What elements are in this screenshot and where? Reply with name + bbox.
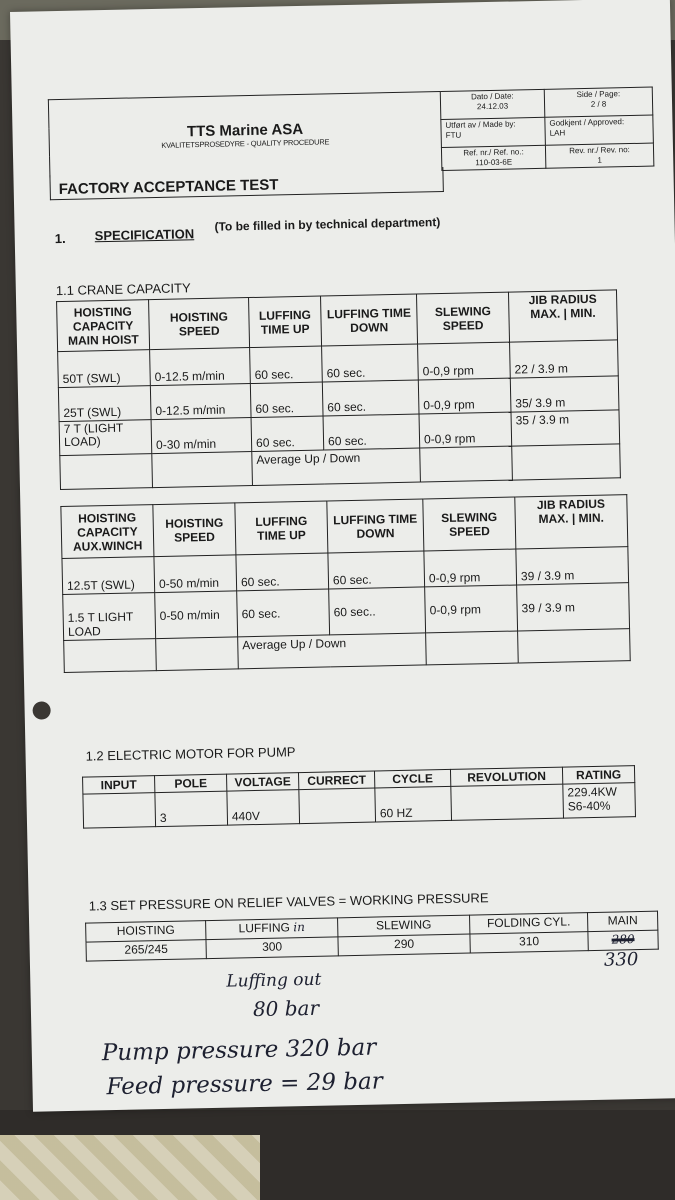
col-hoisting-speed: HOISTING SPEED (153, 503, 236, 557)
handwritten-luffing-out: Luffing out (226, 969, 322, 992)
handwritten-luffing-out-value: 80 bar (252, 995, 320, 1022)
doc-title: FACTORY ACCEPTANCE TEST (58, 176, 279, 199)
crane-capacity-title: 1.1 CRANE CAPACITY (55, 280, 191, 299)
col-revolution: REVOLUTION (450, 767, 562, 786)
average-note: Average Up / Down (252, 448, 421, 486)
table-cell: 60 sec. (322, 344, 419, 382)
aux-winch-table: HOISTING CAPACITY AUX.WINCH HOISTING SPEED LUFFING TIME UP LUFFING TIME DOWN SLEWING SPEED JIB RADIUS MAX. | MIN. 12.5T (SWL) 0-50 m/min 60 sec. 60 sec. 0-0,9 rpm 39 / 3.9 m 1.5 T LIGHT LOAD 0-50 m/min 60 sec. 60 sec.. 0-0,9 rpm 39 / 3.9 m Average Up / Down (60, 494, 630, 673)
table-cell: 0-50 m/min (154, 555, 237, 593)
table-cell: 60 sec. (250, 346, 323, 383)
col-voltage: VOLTAGE (227, 773, 299, 792)
table-cell: 1.5 T LIGHT LOAD (63, 593, 156, 641)
table-cell (426, 631, 519, 665)
table-cell: 35/ 3.9 m (510, 376, 619, 412)
table-cell (64, 639, 157, 673)
table-cell (518, 629, 631, 663)
table-cell: 60 sec. (322, 380, 419, 416)
section-title: SPECIFICATION (94, 226, 195, 244)
table-cell (83, 793, 156, 829)
table-cell: 290 (338, 934, 470, 956)
table-cell: 60 sec. (250, 382, 323, 418)
main-corrected-value: 330 (603, 949, 639, 971)
pressure-table (85, 911, 659, 962)
table-cell: 0-30 m/min (151, 418, 252, 454)
col-jib-min: MIN. (570, 305, 596, 321)
table-cell: 60 sec. (251, 416, 324, 452)
table-cell: 310 (470, 932, 588, 953)
table-cell: 7 T (LIGHT LOAD) (59, 420, 152, 456)
handwritten-pump-pressure: Pump pressure 320 bar (101, 1034, 377, 1067)
struck-main-value: 280 (588, 930, 658, 950)
table-cell: 0-0,9 rpm (424, 549, 517, 587)
pressure-title: 1.3 SET PRESSURE ON RELIEF VALVES = WORKING PRESSURE (88, 890, 489, 914)
col-hoisting-capacity: HOISTING CAPACITY MAIN HOIST (57, 300, 150, 352)
approved-value: LAH (549, 128, 566, 138)
handwritten-feed-pressure: Feed pressure = 29 bar (106, 1068, 383, 1101)
table-cell (60, 454, 153, 490)
table-cell: 300 (206, 937, 338, 959)
page-label: Side / Page: (576, 89, 621, 100)
table-cell: 39 / 3.9 m (517, 583, 630, 631)
table-cell: 0-12.5 m/min (150, 384, 251, 420)
col-main: MAIN (587, 911, 657, 931)
luffing-handwritten-mark: in (293, 920, 305, 935)
date-value: 24.12.03 (476, 101, 509, 112)
document-header (48, 87, 655, 180)
rev-value: 1 (597, 155, 603, 165)
col-current: CURRECT (298, 771, 374, 790)
col-jib-max: MAX. (530, 306, 561, 322)
table-cell: 22 / 3.9 m (510, 340, 619, 378)
main-hoist-table: HOISTING CAPACITY MAIN HOIST HOISTING SPEED LUFFING TIME UP LUFFING TIME DOWN SLEWING SPEED JIB RADIUS MAX. | MIN. 50T (SWL) 0-12.5 m/min 60 sec. 60 sec. 0-0,9 rpm 22 / 3.9 m 25T (SWL) 0-12.5 m/min 60 sec. 60 sec. 0-0,9 rpm 35/ 3.9 m 7 T (LIGHT LOAD) 0-30 m/min 60 sec. 60 sec. 0-0,9 rpm 35 / 3.9 m Average Up / Down (56, 289, 621, 490)
ref-label: Ref. nr./ Ref. no.: (463, 147, 524, 158)
col-slewing-speed: SLEWING SPEED (423, 497, 516, 551)
table-cell: 12.5T (SWL) (62, 557, 155, 595)
procedure-label: KVALITETSPROSEDYRE - QUALITY PROCEDURE (161, 137, 330, 151)
table-cell: 0-0,9 rpm (418, 378, 511, 414)
table-cell: 60 sec. (328, 551, 425, 589)
ref-value: 110-03-6E (475, 157, 513, 168)
col-input: INPUT (83, 776, 155, 795)
table-cell (420, 446, 513, 482)
table-cell: 265/245 (86, 940, 206, 962)
col-luffing-up: LUFFING TIME UP (249, 296, 322, 347)
col-hoisting-capacity: HOISTING CAPACITY AUX.WINCH (61, 505, 154, 559)
table-cell (156, 637, 239, 671)
col-hoisting: HOISTING (86, 921, 206, 943)
table-cell: 60 sec. (236, 553, 329, 591)
table-cell: 229.4KW S6-40% (563, 783, 636, 819)
table-cell: 0-0,9 rpm (419, 412, 512, 448)
table-cell (299, 788, 376, 824)
table-cell: 0-0,9 rpm (418, 342, 511, 380)
col-cycle: CYCLE (374, 769, 450, 788)
made-by-label: Utført av / Made by: (445, 119, 516, 130)
motor-title: 1.2 ELECTRIC MOTOR FOR PUMP (85, 744, 296, 764)
col-slewing-speed: SLEWING SPEED (416, 292, 509, 344)
table-cell: 39 / 3.9 m (516, 547, 629, 585)
col-luffing-down: LUFFING TIME DOWN (327, 499, 424, 553)
col-slewing: SLEWING (338, 915, 470, 937)
col-folding-cyl: FOLDING CYL. (470, 913, 588, 934)
col-luffing: LUFFING (238, 920, 291, 936)
table-cell: 25T (SWL) (58, 386, 151, 422)
table-cell (451, 784, 564, 820)
col-jib-min: MIN. (578, 510, 605, 526)
table-cell (152, 452, 253, 488)
table-cell: 60 sec. (323, 414, 420, 450)
table-cell: 60 HZ (375, 786, 452, 822)
table-cell: 440V (227, 790, 300, 826)
fabric-corner (0, 1135, 260, 1200)
col-jib-radius: JIB RADIUS (528, 291, 597, 308)
table-cell: 60 sec. (237, 589, 330, 637)
table-cell: 0-0,9 rpm (425, 585, 518, 633)
col-hoisting-speed: HOISTING SPEED (149, 298, 250, 350)
section-note: (To be filled in by technical department) (214, 215, 441, 234)
document-page (10, 0, 675, 1112)
table-cell: 50T (SWL) (58, 350, 151, 388)
binder-hole (32, 701, 50, 719)
table-cell (512, 444, 621, 480)
average-note: Average Up / Down (238, 633, 427, 669)
table-cell: 35 / 3.9 m (511, 410, 620, 446)
date-label: Dato / Date: (470, 91, 514, 102)
col-pole: POLE (155, 774, 227, 793)
col-jib-max: MAX. (538, 511, 569, 527)
company-name: TTS Marine ASA (186, 121, 304, 141)
table-cell: 0-50 m/min (155, 591, 238, 639)
col-rating: RATING (562, 766, 634, 785)
table-cell: 60 sec.. (329, 587, 426, 635)
table-cell: 0-12.5 m/min (150, 348, 251, 386)
col-jib-radius: JIB RADIUS (536, 496, 606, 513)
made-by-value: FTU (445, 130, 462, 140)
approved-label: Godkjent / Approved: (549, 117, 625, 128)
col-luffing-down: LUFFING TIME DOWN (321, 294, 418, 346)
col-luffing-up: LUFFING TIME UP (235, 501, 328, 555)
table-cell: 3 (155, 791, 228, 827)
page-value: 2 / 8 (590, 99, 607, 109)
section-number: 1. (54, 230, 66, 247)
rev-label: Rev. nr./ Rev. no: (569, 145, 630, 156)
motor-table (82, 765, 636, 829)
